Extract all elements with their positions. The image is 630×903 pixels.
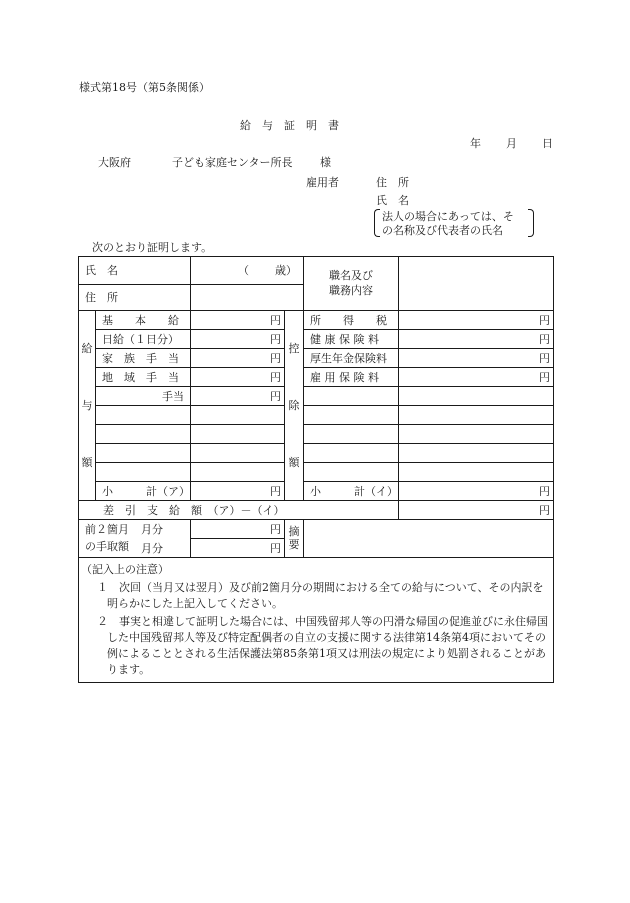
addressee-honorific: 様 [320,156,331,169]
salary-amount-family[interactable] [191,349,285,368]
corp-note-bracket-right [528,209,534,237]
salary-side-char-3: 額 [81,456,93,469]
salary-blank-amount[interactable] [191,444,285,463]
prev-months-label-2: の手取額 [85,539,129,553]
address-field[interactable] [191,285,304,311]
position-label-1: 職名及び [329,268,373,282]
line-row [79,463,554,482]
deduction-amount-health-insurance[interactable] [399,330,554,349]
line-row [79,406,554,425]
prev-months-label-1: 前２箇月 [85,523,129,537]
salary-side-char-2: 与 [81,399,93,412]
line-row [79,387,554,406]
deduction-item-income-tax: 所 得 税 [304,311,399,330]
name-label: 氏 名 [85,264,118,277]
employer-label: 雇用者 [306,176,339,189]
yen-unit: 円 [270,522,281,536]
deduction-blank-amount[interactable] [399,425,554,444]
deduction-blank-item[interactable] [304,463,399,482]
deduction-item-pension: 厚生年金保険料 [304,349,399,368]
yen-unit: 円 [270,351,281,365]
salary-blank-item[interactable] [96,463,191,482]
deduction-subtotal-label: 小 計（イ） [304,482,399,501]
name-row [79,257,554,285]
yen-unit: 円 [270,370,281,384]
prev-month-1-amount[interactable] [141,520,285,539]
salary-item-daily: 日給（１日分） [96,330,191,349]
employer-name-label: 氏 名 [376,194,409,207]
date-year: 年 [470,137,481,150]
salary-blank-item[interactable] [96,425,191,444]
deduction-amount-employment-insurance[interactable] [399,368,554,387]
corp-note-line2: の名称及び代表者の氏名 [382,224,503,237]
deduction-blank-amount[interactable] [399,406,554,425]
yen-unit: 円 [539,313,550,327]
position-field[interactable] [399,257,554,311]
deduction-amount-pension[interactable] [399,349,554,368]
date-day: 日 [542,137,553,150]
salary-amount-regional[interactable] [191,368,285,387]
deduction-blank-amount[interactable] [399,444,554,463]
salary-blank-amount[interactable] [191,425,285,444]
yen-unit: 円 [539,351,550,365]
salary-amount-allowance[interactable] [191,387,285,406]
note-item-1: １ 次回（当月又は翌月）及び前2箇月分の期間における全ての給与について、その内訳を明らかにした上記入してください。 [97,580,544,610]
note-item-2: ２ 事実と相違して証明した場合には、中国残留邦人等の円滑な帰国の促進並びに永住帰国した中国残留邦人等及び特定配偶者の自立の支援に関する法律第14条第4項においてその例によることとされる生活保護法第85条第1項又は刑法の規定により処罰されることがあります。 [97,614,548,676]
deduction-blank-amount[interactable] [399,463,554,482]
subtotal-row [79,482,554,501]
yen-unit: 円 [539,503,550,517]
deduction-blank-item[interactable] [304,444,399,463]
yen-unit: 円 [270,313,281,327]
month-unit: 月分 [141,523,163,536]
salary-subtotal-amount[interactable] [191,482,285,501]
address-label-cell [79,285,191,311]
name-field[interactable] [191,257,304,285]
net-pay-row [79,501,554,520]
deduction-blank-item[interactable] [304,387,399,406]
notes-cell [79,558,554,683]
remarks-label-1: 摘 [288,525,300,539]
line-row [79,425,554,444]
salary-blank-amount[interactable] [191,406,285,425]
prev-months-label [79,520,191,558]
deduction-blank-item[interactable] [304,425,399,444]
remarks-label [285,520,304,558]
address-label: 住 所 [85,291,118,304]
salary-blank-item[interactable] [96,406,191,425]
salary-amount-basic[interactable] [191,311,285,330]
deduction-side-char-2: 除 [288,399,300,412]
form-number: 様式第18号（第5条関係） [79,81,210,94]
notes-heading: （記入上の注意） [81,563,169,576]
addressee-prefecture: 大阪府 [98,156,131,169]
date-month: 月 [506,137,517,150]
age-open: （ [238,264,249,277]
salary-side-char-1: 給 [81,342,93,355]
certify-text: 次のとおり証明します。 [92,241,213,254]
salary-blank-amount[interactable] [191,463,285,482]
net-pay-amount[interactable] [399,501,554,520]
notes-row [79,558,554,683]
salary-certificate-table [78,256,554,683]
yen-unit: 円 [270,484,281,498]
salary-side-label [79,311,96,501]
salary-amount-daily[interactable] [191,330,285,349]
addressee-office: 子ども家庭センター所長 [172,156,293,169]
line-row [79,368,554,387]
deduction-amount-income-tax[interactable] [399,311,554,330]
line-row [79,330,554,349]
net-pay-label: 差 引 支 給 額 （ア）－（イ） [79,501,399,520]
yen-unit: 円 [270,541,281,555]
remarks-field[interactable] [304,520,554,558]
prev-month-2-amount[interactable] [141,539,285,558]
yen-unit: 円 [539,484,550,498]
name-label-cell [79,257,191,285]
salary-item-basic: 基 本 給 [96,311,191,330]
month-unit: 月分 [141,542,163,555]
position-label-2: 職務内容 [329,284,373,297]
yen-unit: 円 [270,389,281,403]
position-label-cell [304,257,399,311]
salary-item-regional: 地 域 手 当 [96,368,191,387]
document-title: 給 与 証 明 書 [240,119,339,132]
salary-subtotal-label: 小 計（ア） [96,482,191,501]
remarks-label-2: 要 [288,537,300,551]
salary-blank-item[interactable] [96,444,191,463]
deduction-item-employment-insurance: 雇 用 保 険 料 [304,368,399,387]
deduction-blank-item[interactable] [304,406,399,425]
deduction-side-char-3: 額 [288,456,300,469]
salary-item-allowance[interactable]: 手当 [96,387,191,406]
deduction-side-char-1: 控 [288,342,300,355]
yen-unit: 円 [539,332,550,346]
prev-month-row [79,520,554,539]
corp-note-bracket-left [374,209,380,237]
deduction-item-health-insurance: 健 康 保 険 料 [304,330,399,349]
age-label: 歳） [275,264,297,277]
deduction-subtotal-amount[interactable] [399,482,554,501]
line-row [79,311,554,330]
line-row [79,444,554,463]
line-row [79,349,554,368]
yen-unit: 円 [539,370,550,384]
yen-unit: 円 [270,332,281,346]
corp-note-line1: 法人の場合にあっては、そ [382,210,514,223]
deduction-blank-amount[interactable] [399,387,554,406]
salary-item-family: 家 族 手 当 [96,349,191,368]
employer-address-label: 住 所 [376,176,409,189]
deduction-side-label [285,311,304,501]
